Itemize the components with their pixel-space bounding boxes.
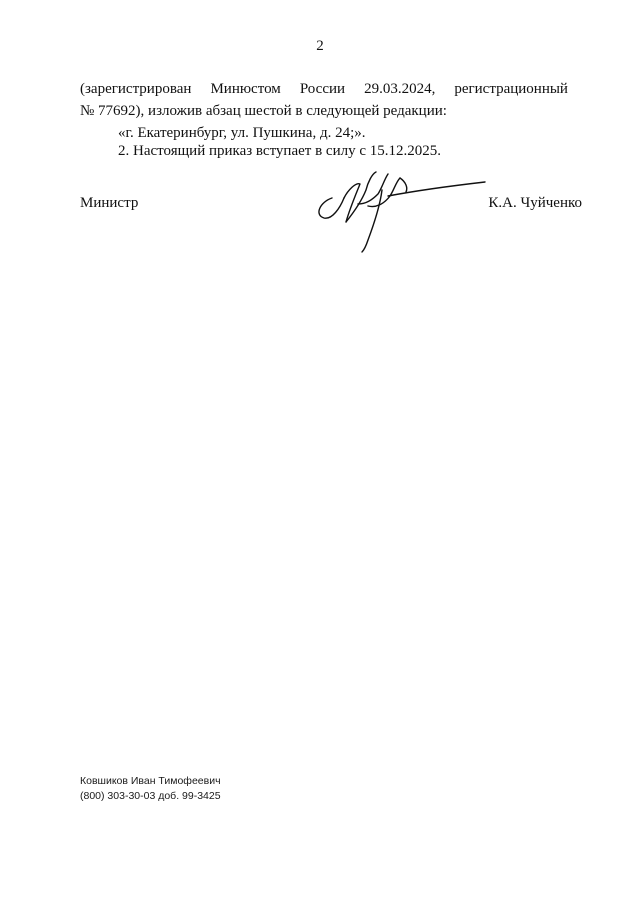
signatory-position: Министр (80, 195, 139, 211)
page-number: 2 (316, 38, 324, 54)
body-word: Минюстом (210, 81, 281, 97)
body-word: регистрационный (454, 81, 568, 97)
executor-phone: (800) 303-30-03 доб. 99-3425 (80, 790, 221, 802)
body-line-3: «г. Екатеринбург, ул. Пушкина, д. 24;». (118, 125, 366, 141)
executor-name: Ковшиков Иван Тимофеевич (80, 775, 221, 787)
body-line-4: 2. Настоящий приказ вступает в силу с 15.12.2025. (118, 143, 441, 159)
body-word: (зарегистрирован (80, 81, 192, 97)
executor-info (80, 774, 221, 804)
signatory-name: К.А. Чуйченко (488, 195, 582, 211)
body-word: 29.03.2024, (364, 81, 436, 97)
handwritten-signature-icon (310, 160, 490, 255)
body-word: России (299, 81, 346, 97)
body-line-2: № 77692), изложив абзац шестой в следующей редакции: (80, 103, 447, 119)
body-line-1 (80, 78, 568, 100)
